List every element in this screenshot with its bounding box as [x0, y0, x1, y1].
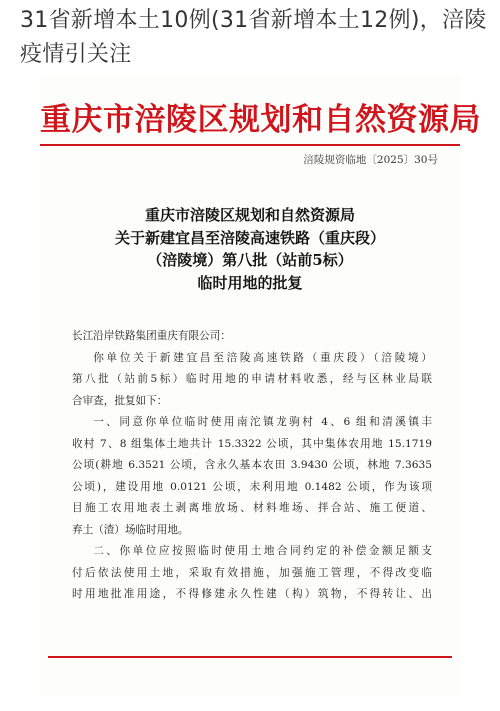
- body-line: 你单位关于新建宜昌至涪陵高速铁路（重庆段）（涪陵境）: [93, 351, 432, 364]
- body-line: 公顷(耕地 6.3521 公顷，含永久基本农田 3.9430 公顷，林地 7.3635: [72, 459, 432, 471]
- addressee: 长江沿岸铁路集团重庆有限公司：: [72, 330, 231, 342]
- body-line: 合审查，批复如下：: [72, 394, 168, 407]
- body-line: 弃土（渣）场临时用地。: [72, 523, 189, 536]
- body-line: 目施工农用地表土剥离堆放场、材料堆场、拌合站、施工便道、: [72, 502, 432, 514]
- body-line: 付后依法使用土地，采取有效措施，加强施工管理，不得改变临: [72, 566, 432, 579]
- document-title: [40, 204, 460, 294]
- article-headline: 31省新增本土10例(31省新增本土12例)，涪陵疫情引关注: [20, 8, 487, 67]
- body-line: 二、你单位应按照临时使用土地合同约定的补偿金额足额支: [93, 545, 432, 557]
- title-line: （涪陵境）第八批（站前5标）: [147, 251, 353, 269]
- title-line: 关于新建宜昌至涪陵高速铁路（重庆段）: [114, 228, 385, 247]
- body-line: 一、同意你单位临时使用南沱镇龙驹村 4、6 组和清溪镇丰: [93, 416, 432, 428]
- title-line: 临时用地的批复: [197, 273, 303, 292]
- body-line: 公顷)，建设用地 0.0121 公顷，未利用地 0.1482 公顷，作为该项: [72, 480, 432, 493]
- body-line: 收村 7、8 组集体土地共计 15.3322 公顷，其中集体农用地 15.1719: [72, 437, 432, 450]
- red-letterhead: 重庆市涪陵区规划和自然资源局: [40, 102, 481, 138]
- letterhead-rule: [40, 144, 460, 146]
- bottom-rule: [48, 656, 452, 658]
- document-image: [40, 76, 481, 696]
- title-line: 重庆市涪陵区规划和自然资源局: [144, 206, 355, 224]
- document-body: [72, 326, 432, 606]
- body-line: 时用地批准用途，不得修建永久性建（构）筑物，不得转让、出: [72, 588, 432, 600]
- body-line: 第八批（站前5标）临时用地的申请材料收悉，经与区林业局联: [72, 373, 432, 385]
- document-number: 涪陵规资临地〔2025〕30号: [303, 154, 438, 166]
